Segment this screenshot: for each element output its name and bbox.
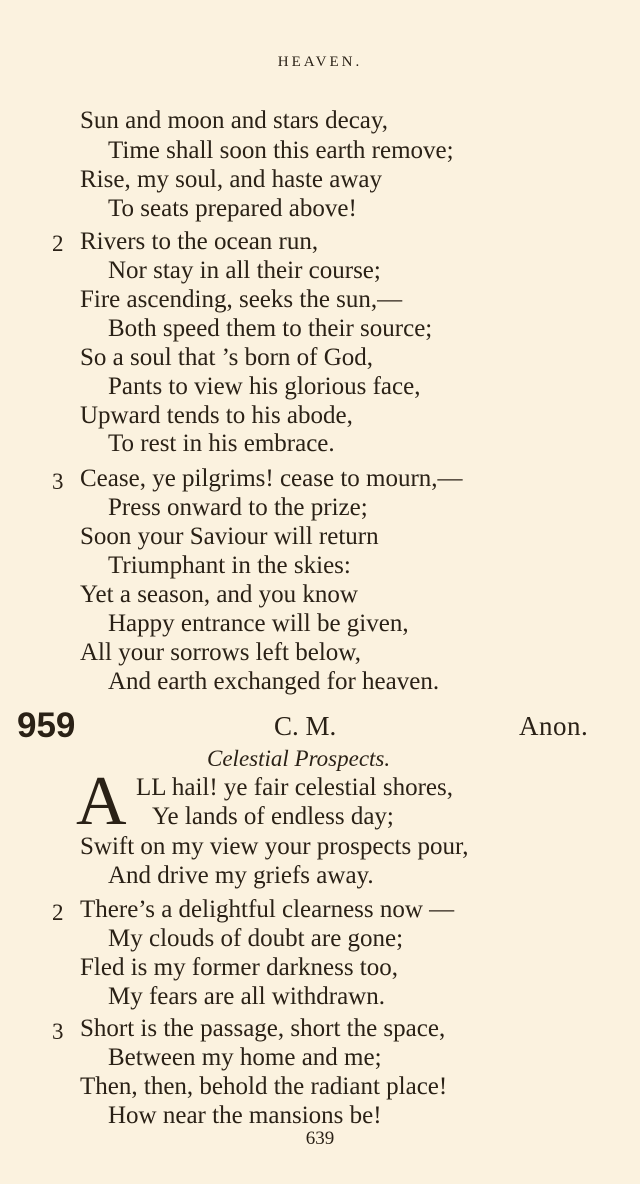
verse-line: Time shall soon this earth remove; — [108, 137, 454, 164]
verse-line: Triumphant in the skies: — [108, 552, 351, 579]
stanza-number: 3 — [52, 469, 64, 494]
verse-line: Press onward to the prize; — [108, 494, 368, 521]
verse-line: Fled is my former darkness too, — [80, 954, 399, 981]
verse-line: Rise, my soul, and haste away — [80, 166, 383, 193]
stanza-number: 2 — [52, 231, 64, 256]
stanza-number: 2 — [52, 900, 64, 925]
verse-line: Swift on my view your prospects pour, — [80, 833, 469, 860]
verse-line: Then, then, behold the radiant place! — [80, 1073, 448, 1100]
drop-cap: A — [76, 763, 127, 840]
hymn-author: Anon. — [519, 711, 589, 741]
verse-line: There’s a delightful clearness now — — [80, 896, 455, 923]
verse-line: All your sorrows left below, — [80, 639, 361, 666]
verse-line: My fears are all withdrawn. — [108, 983, 385, 1010]
verse-line: Short is the passage, short the space, — [80, 1015, 446, 1042]
verse-line: Both speed them to their source; — [108, 315, 433, 342]
verse-line: Nor stay in all their course; — [108, 257, 381, 284]
verse-line: Cease, ye pilgrims! cease to mourn,— — [80, 465, 463, 492]
verse-line: Ye lands of endless day; — [152, 803, 394, 830]
running-head: HEAVEN. — [277, 54, 363, 70]
verse-line: Happy entrance will be given, — [108, 610, 409, 637]
verse-line: Between my home and me; — [108, 1044, 382, 1071]
hymn-title: Celestial Prospects. — [207, 746, 391, 771]
verse-line: My clouds of doubt are gone; — [108, 925, 404, 952]
verse-line: To seats prepared above! — [108, 195, 357, 222]
verse-line: Soon your Saviour will return — [80, 523, 379, 550]
verse-line: How near the mansions be! — [108, 1102, 382, 1129]
verse-line: So a soul that ’s born of God, — [80, 344, 374, 371]
page-number: 639 — [305, 1128, 335, 1149]
verse-line: And earth exchanged for heaven. — [108, 668, 440, 695]
verse-line: Sun and moon and stars decay, — [80, 107, 389, 134]
verse-line: LL hail! ye fair celestial shores, — [136, 774, 453, 801]
verse-line: Fire ascending, seeks the sun,— — [80, 286, 403, 313]
stanza-number: 3 — [52, 1019, 64, 1044]
verse-line: Yet a season, and you know — [80, 581, 358, 608]
verse-line: And drive my griefs away. — [108, 862, 374, 889]
hymn-meter: C. M. — [274, 711, 337, 741]
verse-line: Pants to view his glorious face, — [108, 373, 421, 400]
verse-line: Rivers to the ocean run, — [80, 228, 319, 255]
verse-line: Upward tends to his abode, — [80, 402, 353, 429]
verse-line: To rest in his embrace. — [108, 430, 335, 457]
hymn-number: 959 — [17, 706, 76, 745]
